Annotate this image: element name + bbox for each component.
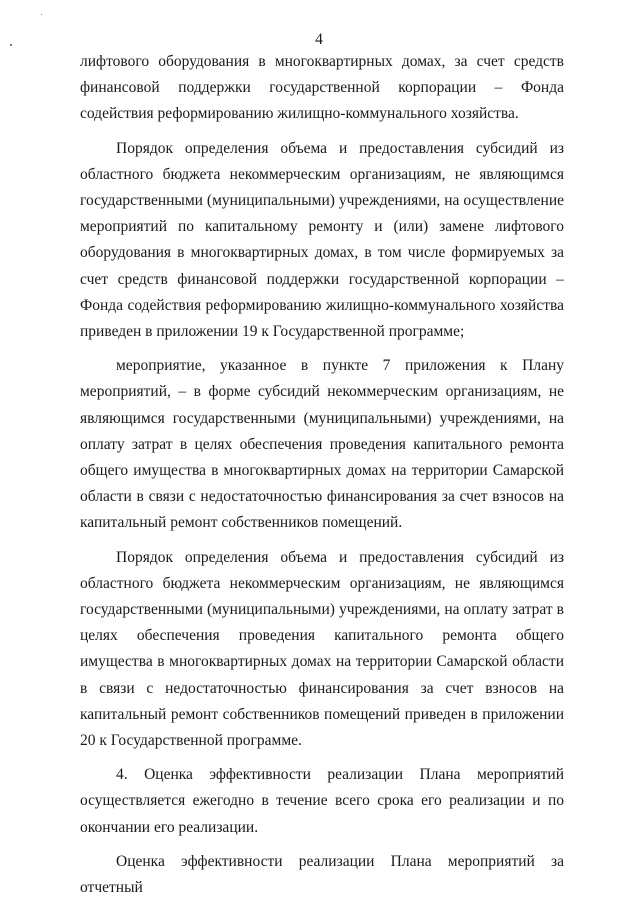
page-number: 4	[315, 31, 323, 48]
paragraph: Порядок определения объема и предоставления субсидий из областного бюджета некоммерческим организациям, не являющимся государственными (муниципальными) учреждениями, на оплату затрат в целях обеспечения проведения капитального ремонта общего имущества в многоквартирных домах на территории Самарской области в связи с недостаточностью финансирования за счет взносов на капитальный ремонт собственников помещений приведен в приложении 20 к Государственной программе.	[80, 548, 564, 750]
paragraph: лифтового оборудования в многоквартирных домах, за счет средств финансовой поддержки государственной корпорации – Фонда содействия реформированию жилищно-коммунального хозяйства.	[80, 53, 564, 123]
paragraph: 4. Оценка эффективности реализации Плана мероприятий осуществляется ежегодно в течение всего срока его реализации и по окончании его реализации.	[80, 766, 564, 836]
document-body	[80, 49, 564, 901]
paragraph: мероприятие, указанное в пункте 7 приложения к Плану мероприятий, – в форме субсидий некоммерческим организациям, не являющимся государственными (муниципальными) учреждениями, на оплату затрат в целях обеспечения проведения капитального ремонта общего имущества в многоквартирных домах на территории Самарской области в связи с недостаточностью финансирования за счет взносов на капитальный ремонт собственников помещений.	[80, 357, 564, 532]
paragraph: Оценка эффективности реализации Плана мероприятий за отчетный	[80, 852, 564, 897]
scan-speck	[41, 14, 42, 15]
paragraph: Порядок определения объема и предоставления субсидий из областного бюджета некоммерческим организациям, не являющимся государственными (муниципальными) учреждениями, на осуществление мероприятий по капитальному ремонту и (или) замене лифтового оборудования в многоквартирных домах, в том числе формируемых за счет средств финансовой поддержки государственной корпорации – Фонда содействия реформированию жилищно-коммунального хозяйства приведен в приложении 19 к Государственной программе;	[80, 139, 564, 341]
